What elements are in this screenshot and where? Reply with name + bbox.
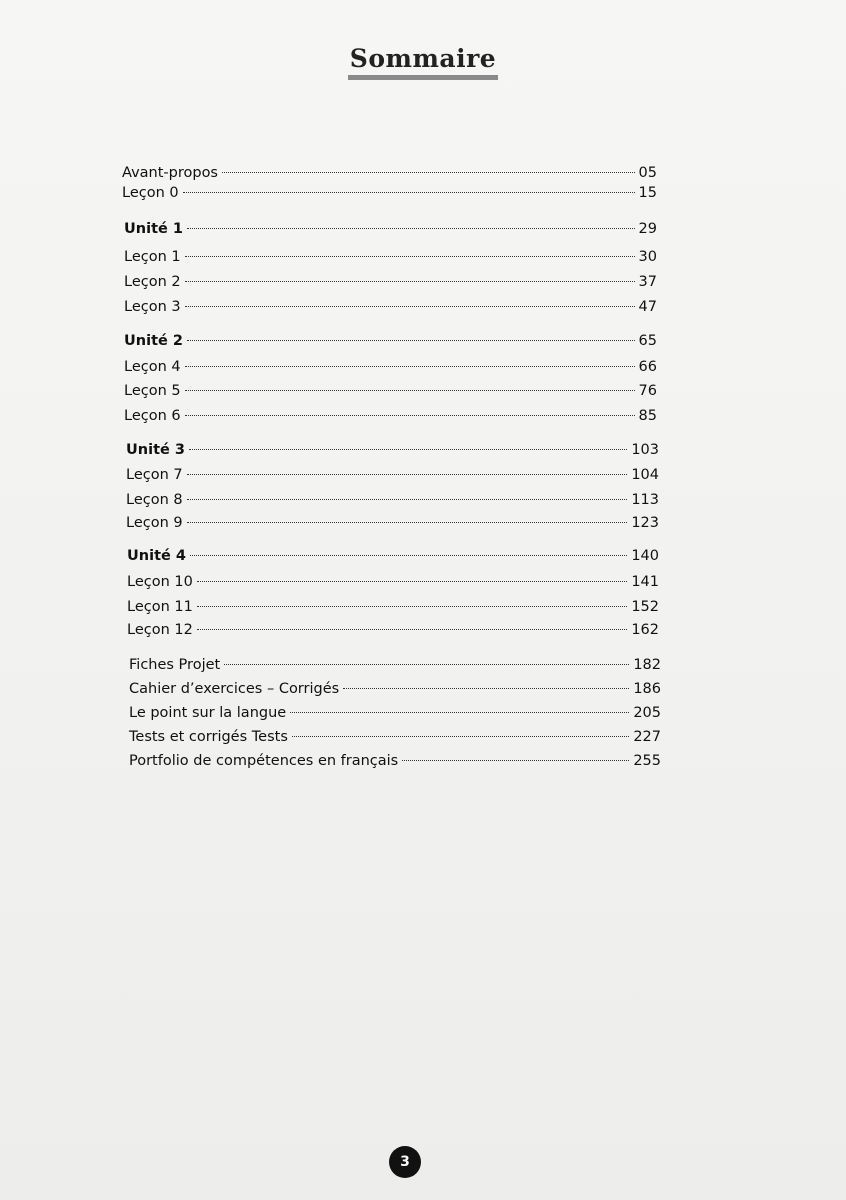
dot-leader bbox=[197, 581, 627, 582]
toc-entry-label: Leçon 9 bbox=[126, 515, 183, 531]
dot-leader bbox=[185, 281, 635, 282]
toc-entry bbox=[129, 655, 661, 675]
dot-leader bbox=[185, 256, 635, 257]
toc-entry-label: Leçon 0 bbox=[122, 185, 179, 201]
toc-entry-page: 29 bbox=[638, 221, 657, 237]
toc-entry bbox=[122, 163, 657, 183]
toc-entry-label: Portfolio de compétences en français bbox=[129, 753, 399, 769]
toc-entry bbox=[129, 727, 661, 747]
dot-leader bbox=[290, 712, 629, 713]
toc-entry-page: 141 bbox=[631, 574, 659, 590]
toc-entry bbox=[124, 297, 657, 317]
dot-leader bbox=[187, 228, 635, 229]
toc-entry-page: 47 bbox=[638, 299, 657, 315]
toc-entry-label: Leçon 10 bbox=[127, 574, 193, 590]
dot-leader bbox=[197, 606, 627, 607]
toc-entry-page: 162 bbox=[631, 622, 659, 638]
toc-entry-page: 30 bbox=[638, 249, 657, 265]
dot-leader bbox=[187, 522, 628, 523]
toc-entry-page: 182 bbox=[633, 657, 661, 673]
dot-leader bbox=[189, 449, 627, 450]
toc-entry-label: Tests et corrigés Tests bbox=[129, 729, 288, 745]
toc-entry-page: 227 bbox=[633, 729, 661, 745]
toc-entry bbox=[127, 546, 659, 566]
toc-entry-label: Unité 3 bbox=[126, 442, 185, 458]
toc-entry bbox=[124, 331, 657, 351]
toc-entry-label: Leçon 8 bbox=[126, 492, 183, 508]
toc-entry-page: 05 bbox=[638, 165, 657, 181]
dot-leader bbox=[185, 390, 635, 391]
toc-entry-page: 205 bbox=[633, 705, 661, 721]
toc-entry-page: 123 bbox=[631, 515, 659, 531]
dot-leader bbox=[187, 499, 628, 500]
toc-entry-page: 152 bbox=[631, 599, 659, 615]
toc-entry-page: 186 bbox=[633, 681, 661, 697]
toc-entry bbox=[127, 597, 659, 617]
toc-entry-page: 76 bbox=[638, 383, 657, 399]
toc-entry bbox=[127, 572, 659, 592]
toc-entry bbox=[126, 465, 659, 485]
toc-entry-label: Le point sur la langue bbox=[129, 705, 287, 721]
dot-leader bbox=[185, 366, 635, 367]
toc-entry-label: Leçon 7 bbox=[126, 467, 183, 483]
toc-entry-label: Leçon 5 bbox=[124, 383, 181, 399]
toc-entry bbox=[126, 440, 659, 460]
toc-entry-label: Cahier d’exercices – Corrigés bbox=[129, 681, 340, 697]
toc-entry bbox=[124, 272, 657, 292]
dot-leader bbox=[292, 736, 629, 737]
toc-entry-page: 85 bbox=[638, 408, 657, 424]
toc-entry-label: Leçon 4 bbox=[124, 359, 181, 375]
dot-leader bbox=[343, 688, 629, 689]
toc-entry bbox=[129, 703, 661, 723]
toc-entry-label: Unité 4 bbox=[127, 548, 186, 564]
toc-entry-page: 104 bbox=[631, 467, 659, 483]
dot-leader bbox=[187, 474, 628, 475]
toc-entry-page: 15 bbox=[638, 185, 657, 201]
toc-entry-page: 65 bbox=[638, 333, 657, 349]
dot-leader bbox=[190, 555, 627, 556]
dot-leader bbox=[197, 629, 627, 630]
toc-entry-label: Leçon 11 bbox=[127, 599, 193, 615]
toc-entry bbox=[127, 620, 659, 640]
toc-entry bbox=[122, 183, 657, 203]
toc-entry-label: Unité 2 bbox=[124, 333, 183, 349]
toc-entry-label: Unité 1 bbox=[124, 221, 183, 237]
toc-entry-page: 113 bbox=[631, 492, 659, 508]
dot-leader bbox=[183, 192, 635, 193]
toc-entry bbox=[129, 751, 661, 771]
toc-entry-page: 140 bbox=[631, 548, 659, 564]
toc-entry-label: Leçon 3 bbox=[124, 299, 181, 315]
toc-entry bbox=[124, 406, 657, 426]
toc-entry-page: 37 bbox=[638, 274, 657, 290]
toc-entry bbox=[129, 679, 661, 699]
dot-leader bbox=[402, 760, 629, 761]
toc-entry bbox=[124, 357, 657, 377]
toc-entry-label: Leçon 2 bbox=[124, 274, 181, 290]
page-number-badge: 3 bbox=[389, 1146, 421, 1178]
dot-leader bbox=[224, 664, 629, 665]
page-title: Sommaire bbox=[348, 44, 498, 80]
toc-entry-page: 255 bbox=[633, 753, 661, 769]
toc-entry bbox=[126, 513, 659, 533]
toc-entry-label: Leçon 1 bbox=[124, 249, 181, 265]
toc-entry-label: Avant-propos bbox=[122, 165, 218, 181]
toc-entry bbox=[124, 381, 657, 401]
toc-entry-page: 103 bbox=[631, 442, 659, 458]
toc-entry-label: Leçon 12 bbox=[127, 622, 193, 638]
dot-leader bbox=[185, 306, 635, 307]
toc-entry bbox=[124, 219, 657, 239]
dot-leader bbox=[187, 340, 635, 341]
toc-entry-label: Leçon 6 bbox=[124, 408, 181, 424]
toc-entry bbox=[124, 247, 657, 267]
dot-leader bbox=[185, 415, 635, 416]
toc-entry-page: 66 bbox=[638, 359, 657, 375]
toc-entry bbox=[126, 490, 659, 510]
dot-leader bbox=[222, 172, 635, 173]
toc-entry-label: Fiches Projet bbox=[129, 657, 221, 673]
